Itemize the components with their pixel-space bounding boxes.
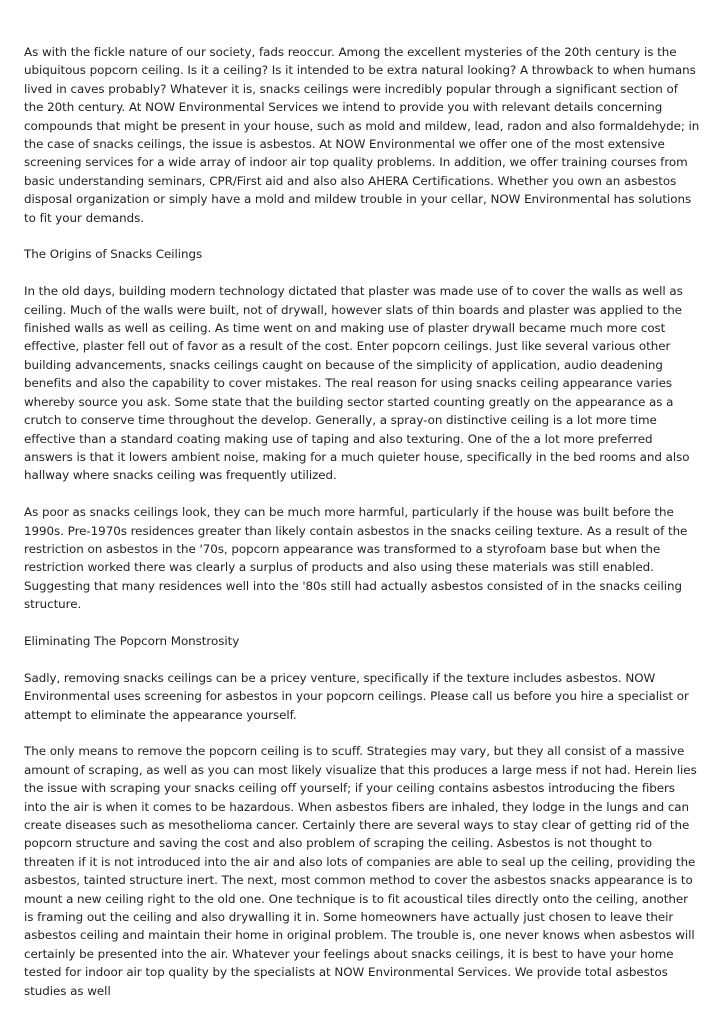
removal-cost-paragraph: Sadly, removing snacks ceilings can be a pricey venture, specifically if the texture includes asbestos. NOW Environmental uses screening for asbestos in your popcorn ceilings. Please call us before you hire a specialist or attempt to eliminate the appearance yourself. bbox=[24, 670, 689, 722]
intro-paragraph: As with the fickle nature of our society, fads reoccur. Among the excellent mysteries of the 20th century is the ubiquitous popcorn ceiling. Is it a ceiling? Is it intended to be extra natural looking? A throwback to when humans lived in caves probably? Whatever it is, snacks ceilings were incredibly popular through a significant section of the 20th century. At NOW Environmental Services we intend to provide you with relevant details concerning compounds that might be present in your house, such as mold and mildew, lead, radon and also formaldehyde; in the case of snacks ceilings, the issue is asbestos. At NOW Environmental we offer one of the most extensive screening services for a wide array of indoor air top quality problems. In addition, we offer training courses from basic understanding seminars, CPR/First aid and also also AHERA Certifications. Whether you own an asbestos disposal organization or simply have a mold and mildew trouble in your cellar, NOW Environmental has solutions to fit your demands. bbox=[24, 45, 700, 225]
removal-methods-paragraph: The only means to remove the popcorn ceiling is to scuff. Strategies may vary, but they all consist of a massive amount of scraping, as well as you can most likely visualize that this produces a large mess if not had. Herein lies the issue with scraping your snacks ceiling off yourself; if your ceiling contains asbestos introducing the fibers into the air is when it comes to be hazardous. When asbestos fibers are inhaled, they lodge in the lungs and can create diseases such as mesothelioma cancer. Certainly there are several ways to stay clear of getting rid of the popcorn structure and saving the cost and also problem of scraping the ceiling. Asbestos is not thought to threaten if it is not introduced into the air and also lots of companies are able to seal up the ceiling, providing the asbestos, tainted structure inert. The next, most common method to cover the asbestos snacks appearance is to mount a new ceiling right to the old one. One technique is to fit acoustical tiles directly onto the ceiling, another is framing out the ceiling and also drywalling it in. Some homeowners have actually just chosen to leave their asbestos ceiling and maintain their home in original problem. The trouble is, one never knows when asbestos will certainly be presented into the air. Whatever your feelings about snacks ceilings, it is best to have your home tested for indoor air top quality by the specialists at NOW Environmental Services. We provide total asbestos studies as well bbox=[24, 744, 697, 998]
section-heading-eliminating: Eliminating The Popcorn Monstrosity bbox=[24, 633, 240, 648]
section-heading-origins: The Origins of Snacks Ceilings bbox=[24, 247, 203, 262]
origins-paragraph: In the old days, building modern technology dictated that plaster was made use of to cover the walls as well as ceiling. Much of the walls were built, not of drywall, however slats of thin boards and plaster was applied to the finished walls as well as ceiling. As time went on and making use of plaster drywall became much more cost effective, plaster fell out of favor as a result of the cost. Enter popcorn ceilings. Just like several various other building advancements, snacks ceilings caught on because of the simplicity of application, audio deadening benefits and also the capability to cover mistakes. The real reason for using snacks ceiling appearance varies whereby source you ask. Some state that the building sector started counting greatly on the appearance as a crutch to conserve time throughout the develop. Generally, a spray-on distinctive ceiling is a lot more time effective than a standard coating making use of taping and also texturing. One of the a lot more preferred answers is that it lowers ambient noise, making for a much quieter house, specifically in the bed rooms and also hallway where snacks ceiling was frequently utilized. bbox=[24, 284, 690, 483]
asbestos-risk-paragraph: As poor as snacks ceilings look, they can be much more harmful, particularly if the house was built before the 1990s. Pre-1970s residences greater than likely contain asbestos in the snacks ceiling texture. As a result of the restriction on asbestos in the '70s, popcorn appearance was transformed to a styrofoam base but when the restriction worked there was clearly a surplus of products and also using these materials was still enabled. Suggesting that many residences well into the '80s still had actually asbestos consisted of in the snacks ceiling structure. bbox=[24, 505, 688, 612]
